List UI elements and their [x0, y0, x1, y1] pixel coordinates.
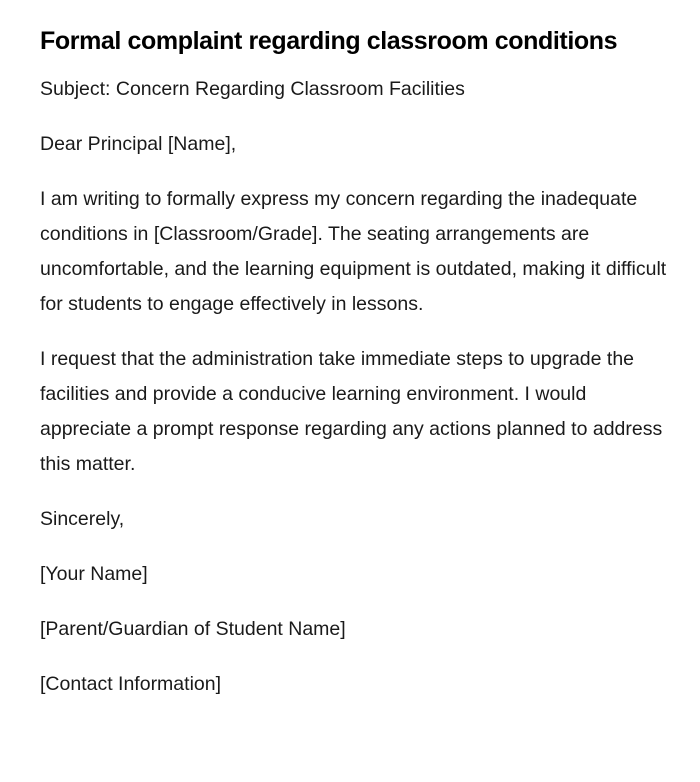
document-title: Formal complaint regarding classroom conditions	[40, 27, 618, 55]
signature-role: [Parent/Guardian of Student Name]	[40, 618, 346, 640]
signature-name: [Your Name]	[40, 563, 148, 585]
body-paragraph-2: I request that the administration take immediate steps to upgrade the facilities and provide a conducive learning environment. I would appreciate a prompt response regarding any actions planned to address this matter.	[40, 348, 663, 475]
subject-line: Subject: Concern Regarding Classroom Facilities	[40, 78, 465, 100]
letter-body	[40, 24, 670, 722]
closing: Sincerely,	[40, 508, 125, 530]
salutation: Dear Principal [Name],	[40, 133, 237, 155]
signature-contact: [Contact Information]	[40, 673, 222, 695]
body-paragraph-1: I am writing to formally express my concern regarding the inadequate conditions in [Classroom/Grade]. The seating arrangements are uncomfortable, and the learning equipment is outdated, making it difficult for students to engage effectively in lessons.	[40, 188, 667, 315]
